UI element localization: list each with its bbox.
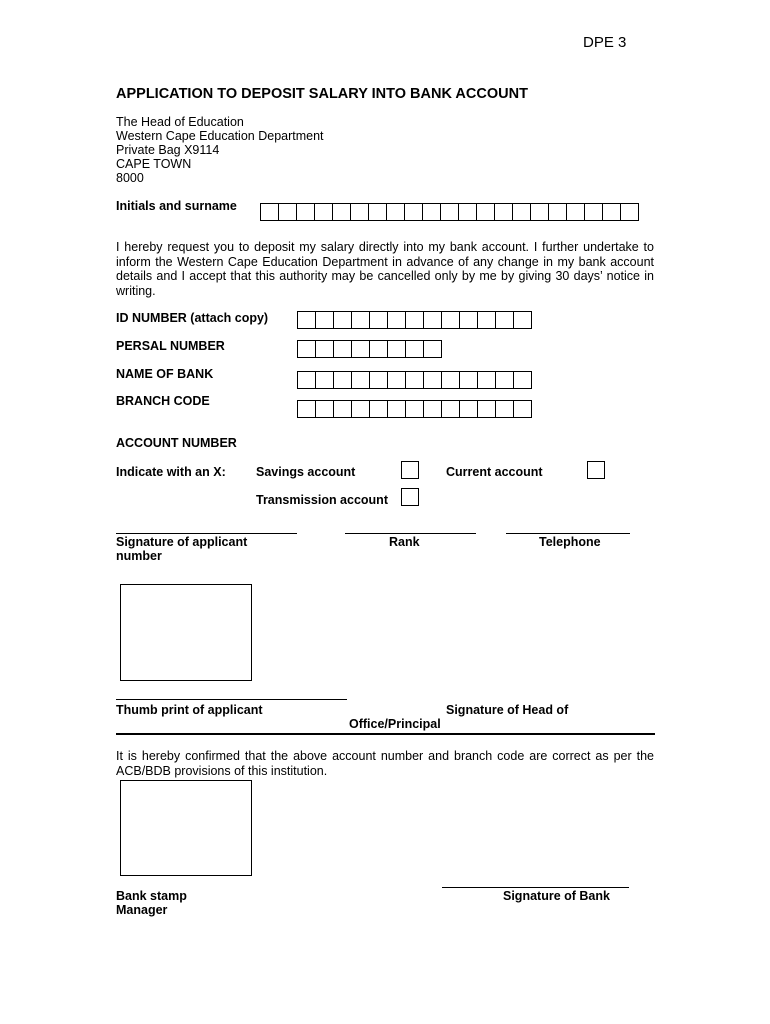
bank-stamp-box[interactable]	[120, 780, 252, 876]
persal-number-label: PERSAL NUMBER	[116, 339, 225, 353]
character-box[interactable]	[442, 371, 460, 389]
character-box[interactable]	[370, 340, 388, 358]
branch-code-label: BRANCH CODE	[116, 394, 210, 408]
telephone-label: Telephone	[539, 535, 601, 549]
character-box[interactable]	[514, 311, 532, 329]
character-box[interactable]	[441, 203, 459, 221]
character-box[interactable]	[495, 203, 513, 221]
bank-name-field[interactable]	[297, 371, 532, 389]
character-box[interactable]	[352, 340, 370, 358]
character-box[interactable]	[424, 400, 442, 418]
character-box[interactable]	[406, 371, 424, 389]
character-box[interactable]	[442, 311, 460, 329]
indicate-label: Indicate with an X:	[116, 465, 226, 479]
character-box[interactable]	[514, 400, 532, 418]
current-account-label: Current account	[446, 465, 543, 479]
character-box[interactable]	[585, 203, 603, 221]
bank-stamp-label-cont: Manager	[116, 903, 168, 917]
character-box[interactable]	[460, 311, 478, 329]
head-signature-label-cont: Office/Principal	[349, 717, 441, 731]
character-box[interactable]	[406, 400, 424, 418]
rank-line[interactable]	[345, 533, 476, 534]
character-box[interactable]	[424, 340, 442, 358]
bank-signature-label: Signature of Bank	[503, 889, 610, 903]
address-line: CAPE TOWN	[116, 157, 192, 171]
id-number-field[interactable]	[297, 311, 532, 329]
character-box[interactable]	[369, 203, 387, 221]
character-box[interactable]	[279, 203, 297, 221]
address-line: 8000	[116, 171, 144, 185]
thumb-print-line	[116, 699, 347, 700]
character-box[interactable]	[352, 311, 370, 329]
bank-stamp-label: Bank stamp	[116, 889, 187, 903]
branch-code-field[interactable]	[297, 400, 532, 418]
address-line: The Head of Education	[116, 115, 244, 129]
character-box[interactable]	[334, 340, 352, 358]
rank-label: Rank	[389, 535, 420, 549]
form-code: DPE 3	[583, 34, 627, 51]
current-account-checkbox[interactable]	[587, 461, 605, 479]
savings-account-checkbox[interactable]	[401, 461, 419, 479]
character-box[interactable]	[478, 400, 496, 418]
character-box[interactable]	[514, 371, 532, 389]
character-box[interactable]	[406, 340, 424, 358]
request-paragraph: I hereby request you to deposit my salary directly into my bank account. I further undertake to inform the Western Cape Education Department in advance of any change in my bank account details and I accept that this authority may be cancelled only by me by giving 30 days’ notice in writing.	[116, 240, 654, 298]
character-box[interactable]	[297, 203, 315, 221]
confirmation-paragraph: It is hereby confirmed that the above account number and branch code are correct as per the ACB/BDB provisions of this institution.	[116, 749, 654, 778]
applicant-signature-label: Signature of applicant	[116, 535, 248, 549]
character-box[interactable]	[370, 311, 388, 329]
character-box[interactable]	[477, 203, 495, 221]
savings-account-label: Savings account	[256, 465, 356, 479]
thumb-print-label: Thumb print of applicant	[116, 703, 263, 717]
character-box[interactable]	[549, 203, 567, 221]
character-box[interactable]	[316, 400, 334, 418]
page-title: APPLICATION TO DEPOSIT SALARY INTO BANK ACCOUNT	[116, 86, 528, 102]
head-signature-label: Signature of Head of	[446, 703, 569, 717]
address-line: Western Cape Education Department	[116, 129, 324, 143]
character-box[interactable]	[388, 400, 406, 418]
telephone-line[interactable]	[506, 533, 630, 534]
character-box[interactable]	[298, 371, 316, 389]
thumb-print-box[interactable]	[120, 584, 252, 681]
character-box[interactable]	[567, 203, 585, 221]
character-box[interactable]	[424, 371, 442, 389]
transmission-account-label: Transmission account	[256, 493, 388, 507]
character-box[interactable]	[423, 203, 441, 221]
character-box[interactable]	[460, 371, 478, 389]
bank-signature-line[interactable]	[442, 887, 629, 888]
character-box[interactable]	[387, 203, 405, 221]
character-box[interactable]	[603, 203, 621, 221]
character-box[interactable]	[334, 311, 352, 329]
address-line: Private Bag X9114	[116, 143, 220, 157]
character-box[interactable]	[478, 311, 496, 329]
character-box[interactable]	[352, 400, 370, 418]
character-box[interactable]	[334, 371, 352, 389]
character-box[interactable]	[388, 371, 406, 389]
character-box[interactable]	[316, 311, 334, 329]
applicant-signature-line[interactable]	[116, 533, 297, 534]
character-box[interactable]	[315, 203, 333, 221]
character-box[interactable]	[531, 203, 549, 221]
initials-field[interactable]	[260, 203, 639, 221]
character-box[interactable]	[460, 400, 478, 418]
character-box[interactable]	[261, 203, 279, 221]
character-box[interactable]	[496, 400, 514, 418]
character-box[interactable]	[388, 311, 406, 329]
character-box[interactable]	[459, 203, 477, 221]
character-box[interactable]	[478, 371, 496, 389]
id-number-label: ID NUMBER (attach copy)	[116, 311, 269, 325]
character-box[interactable]	[351, 203, 369, 221]
character-box[interactable]	[405, 203, 423, 221]
section-divider	[116, 733, 655, 735]
persal-number-field[interactable]	[297, 340, 442, 358]
character-box[interactable]	[316, 371, 334, 389]
character-box[interactable]	[298, 340, 316, 358]
character-box[interactable]	[352, 371, 370, 389]
character-box[interactable]	[388, 340, 406, 358]
character-box[interactable]	[334, 400, 352, 418]
account-number-label: ACCOUNT NUMBER	[116, 436, 237, 450]
character-box[interactable]	[333, 203, 351, 221]
character-box[interactable]	[621, 203, 639, 221]
character-box[interactable]	[370, 371, 388, 389]
transmission-account-checkbox[interactable]	[401, 488, 419, 506]
bank-name-label: NAME OF BANK	[116, 367, 214, 381]
character-box[interactable]	[496, 371, 514, 389]
character-box[interactable]	[298, 400, 316, 418]
character-box[interactable]	[316, 340, 334, 358]
character-box[interactable]	[496, 311, 514, 329]
initials-label: Initials and surname	[116, 199, 237, 213]
character-box[interactable]	[370, 400, 388, 418]
applicant-signature-label-cont: number	[116, 549, 162, 563]
character-box[interactable]	[298, 311, 316, 329]
character-box[interactable]	[513, 203, 531, 221]
character-box[interactable]	[424, 311, 442, 329]
address-block	[116, 115, 324, 185]
character-box[interactable]	[406, 311, 424, 329]
character-box[interactable]	[442, 400, 460, 418]
